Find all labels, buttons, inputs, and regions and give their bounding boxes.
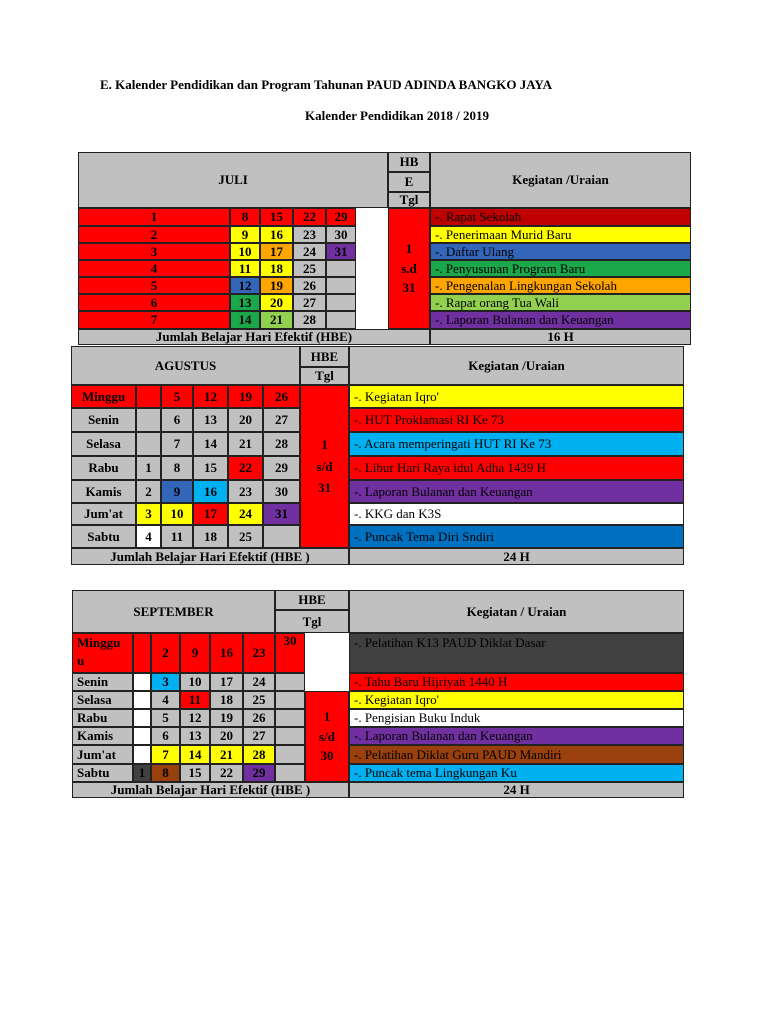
date-cell: 2 (78, 226, 230, 243)
activity-item: -. Rapat orang Tua Wali (430, 294, 691, 311)
date-cell: 22 (228, 456, 263, 480)
date-cell: 28 (243, 745, 275, 764)
date-cell: 2 (151, 633, 180, 673)
date-cell: 13 (193, 408, 228, 432)
kegiatan-header: Kegiatan / Uraian (349, 590, 684, 633)
date-cell: 9 (161, 480, 193, 503)
date-cell: 17 (210, 673, 243, 691)
date-cell (275, 691, 305, 709)
day-label (72, 633, 133, 673)
date-cell: 6 (161, 408, 193, 432)
month-title: AGUSTUS (71, 346, 300, 385)
date-cell: 8 (151, 764, 180, 782)
date-cell: 15 (193, 456, 228, 480)
date-cell (133, 745, 151, 764)
date-cell: 19 (260, 277, 293, 294)
date-cell: 12 (230, 277, 260, 294)
date-cell: 8 (161, 456, 193, 480)
date-cell (133, 633, 151, 673)
date-cell: 27 (293, 294, 326, 311)
hbe-header: HBE (300, 346, 349, 367)
activity-item: -. Pelatihan Diklat Guru PAUD Mandiri (349, 745, 684, 764)
date-cell: 7 (161, 432, 193, 456)
date-cell: 6 (151, 727, 180, 745)
date-cell: 26 (243, 709, 275, 727)
date-cell: 10 (161, 503, 193, 525)
day-label: Selasa (71, 432, 136, 456)
total-value: 24 H (349, 782, 684, 798)
date-cell: 2 (136, 480, 161, 503)
date-cell: 23 (243, 633, 275, 673)
activity-item: -. Pelatihan K13 PAUD Diklat Dasar (349, 633, 684, 673)
tgl-header: Tgl (275, 610, 349, 633)
activity-item: -. HUT Proklamasi RI Ke 73 (349, 408, 684, 432)
hbe-header: HBE (275, 590, 349, 610)
date-cell: 31 (326, 243, 356, 260)
date-cell: 25 (243, 691, 275, 709)
date-cell: 30 (275, 633, 305, 673)
total-label: Jumlah Belajar Hari Efektif (HBE ) (71, 548, 349, 565)
date-cell: 23 (293, 226, 326, 243)
activity-item: -. Pengenalan Lingkungan Sekolah (430, 277, 691, 294)
day-label: Sabtu (71, 525, 136, 548)
day-label: Senin (72, 673, 133, 691)
tgl-header: Tgl (300, 367, 349, 385)
kegiatan-header: Kegiatan /Uraian (349, 346, 684, 385)
activity-item: -. Laporan Bulanan dan Keuangan (349, 727, 684, 745)
date-cell (275, 727, 305, 745)
total-label: Jumlah Belajar Hari Efektif (HBE) (78, 329, 430, 345)
date-cell: 4 (78, 260, 230, 277)
date-cell: 18 (260, 260, 293, 277)
date-cell (133, 691, 151, 709)
date-cell: 3 (151, 673, 180, 691)
date-cell (136, 432, 161, 456)
date-cell: 25 (228, 525, 263, 548)
date-cell: 5 (161, 385, 193, 408)
date-cell: 6 (78, 294, 230, 311)
day-label: Sabtu (72, 764, 133, 782)
total-label: Jumlah Belajar Hari Efektif (HBE ) (72, 782, 349, 798)
day-label: Jum'at (71, 503, 136, 525)
date-cell: 18 (193, 525, 228, 548)
date-cell: 11 (161, 525, 193, 548)
activity-item: -. Daftar Ulang (430, 243, 691, 260)
date-cell: 29 (263, 456, 300, 480)
date-cell: 17 (193, 503, 228, 525)
date-cell: 12 (180, 709, 210, 727)
date-cell: 17 (260, 243, 293, 260)
day-label-part: u (77, 652, 85, 668)
activity-item: -. Laporan Bulanan dan Keuangan (349, 480, 684, 503)
date-cell: 9 (230, 226, 260, 243)
activity-item: -. Puncak Tema Diri Sndiri (349, 525, 684, 548)
date-cell: 29 (243, 764, 275, 782)
date-cell: 27 (243, 727, 275, 745)
date-cell: 11 (180, 691, 210, 709)
date-cell: 4 (151, 691, 180, 709)
hbe-range-text: s.d (401, 260, 417, 276)
date-cell (263, 525, 300, 548)
activity-item: -. Rapat Sekolah (430, 208, 691, 226)
day-label: Rabu (71, 456, 136, 480)
date-cell: 31 (263, 503, 300, 525)
tgl-header: Tgl (388, 192, 430, 208)
date-cell: 16 (260, 226, 293, 243)
hbe-range-text: 31 (402, 280, 416, 296)
kegiatan-header: Kegiatan /Uraian (430, 152, 691, 208)
hbe-range (388, 208, 430, 329)
date-cell: 30 (326, 226, 356, 243)
date-cell: 10 (230, 243, 260, 260)
date-cell: 21 (210, 745, 243, 764)
date-cell: 29 (326, 208, 356, 226)
date-cell: 20 (228, 408, 263, 432)
activity-item: -. Puncak tema Lingkungan Ku (349, 764, 684, 782)
date-cell: 16 (210, 633, 243, 673)
date-cell: 28 (293, 311, 326, 329)
date-cell: 1 (136, 456, 161, 480)
date-cell (136, 385, 161, 408)
activity-item: -. KKG dan K3S (349, 503, 684, 525)
date-cell (133, 673, 151, 691)
hbe-range-text: 30 (320, 748, 334, 764)
date-cell: 28 (263, 432, 300, 456)
date-cell: 15 (180, 764, 210, 782)
date-cell: 13 (180, 727, 210, 745)
activity-item: -. Acara memperingati HUT RI Ke 73 (349, 432, 684, 456)
day-label: Kamis (72, 727, 133, 745)
total-value: 16 H (430, 329, 691, 345)
date-cell: 19 (210, 709, 243, 727)
activity-item: -. Kegiatan Iqro' (349, 385, 684, 408)
date-cell (275, 673, 305, 691)
date-cell: 7 (78, 311, 230, 329)
hbe-range-text: s/d (316, 458, 333, 474)
date-cell: 14 (230, 311, 260, 329)
date-cell: 19 (228, 385, 263, 408)
date-cell (275, 745, 305, 764)
date-cell: 3 (78, 243, 230, 260)
month-title: SEPTEMBER (72, 590, 275, 633)
date-cell: 15 (260, 208, 293, 226)
activity-item: -. Penerimaan Murid Baru (430, 226, 691, 243)
total-value: 24 H (349, 548, 684, 565)
date-cell: 30 (263, 480, 300, 503)
month-title: JULI (78, 152, 388, 208)
hbe-header-part1: HB (388, 152, 430, 172)
date-cell: 12 (193, 385, 228, 408)
date-cell (136, 408, 161, 432)
hbe-range-text: 1 (323, 709, 331, 725)
day-label: Senin (71, 408, 136, 432)
activity-item: -. Laporan Bulanan dan Keuangan (430, 311, 691, 329)
date-cell: 20 (210, 727, 243, 745)
date-cell (326, 277, 356, 294)
day-label: Jum'at (72, 745, 133, 764)
section-heading: E. Kalender Pendidikan dan Program Tahunan PAUD ADINDA BANGKO JAYA (100, 77, 552, 92)
date-cell (275, 764, 305, 782)
activity-item: -. Penyusunan Program Baru (430, 260, 691, 277)
date-cell: 21 (260, 311, 293, 329)
date-cell (326, 294, 356, 311)
date-cell: 3 (136, 503, 161, 525)
date-cell: 5 (78, 277, 230, 294)
day-label: Minggu (71, 385, 136, 408)
date-cell: 22 (293, 208, 326, 226)
date-cell (326, 260, 356, 277)
date-cell: 16 (193, 480, 228, 503)
date-cell: 13 (230, 294, 260, 311)
activity-item: -. Kegiatan Iqro' (349, 691, 684, 709)
day-label: Kamis (71, 480, 136, 503)
hbe-range-text: 31 (318, 480, 331, 496)
date-cell: 22 (210, 764, 243, 782)
date-cell: 25 (293, 260, 326, 277)
day-label-part: Minggu (77, 635, 121, 650)
date-cell: 10 (180, 673, 210, 691)
date-cell: 24 (228, 503, 263, 525)
date-cell (133, 709, 151, 727)
hbe-range-text: s/d (319, 728, 335, 744)
date-cell (275, 709, 305, 727)
date-cell: 4 (136, 525, 161, 548)
date-cell: 26 (293, 277, 326, 294)
hbe-range-text: 1 (405, 241, 413, 257)
date-cell: 23 (228, 480, 263, 503)
date-cell: 18 (210, 691, 243, 709)
date-cell: 8 (230, 208, 260, 226)
activity-item: -. Tahu Baru Hijriyah 1440 H (349, 673, 684, 691)
date-cell (133, 727, 151, 745)
hbe-range (305, 691, 349, 782)
date-cell: 14 (180, 745, 210, 764)
date-cell: 26 (263, 385, 300, 408)
activity-item: -. Pengisian Buku Induk (349, 709, 684, 727)
date-cell: 11 (230, 260, 260, 277)
date-cell (326, 311, 356, 329)
date-cell: 24 (243, 673, 275, 691)
date-cell: 14 (193, 432, 228, 456)
date-cell: 27 (263, 408, 300, 432)
hbe-range (300, 385, 349, 548)
date-cell: 7 (151, 745, 180, 764)
date-cell: 9 (180, 633, 210, 673)
date-cell: 21 (228, 432, 263, 456)
hbe-header-part2: E (388, 172, 430, 192)
calendar-subheading: Kalender Pendidikan 2018 / 2019 (305, 108, 489, 123)
date-cell: 24 (293, 243, 326, 260)
date-cell: 1 (78, 208, 230, 226)
hbe-range-text: 1 (321, 437, 328, 453)
day-label: Rabu (72, 709, 133, 727)
date-cell: 1 (133, 764, 151, 782)
date-cell: 5 (151, 709, 180, 727)
date-cell: 20 (260, 294, 293, 311)
activity-item: -. Libur Hari Raya idul Adha 1439 H (349, 456, 684, 480)
day-label: Selasa (72, 691, 133, 709)
